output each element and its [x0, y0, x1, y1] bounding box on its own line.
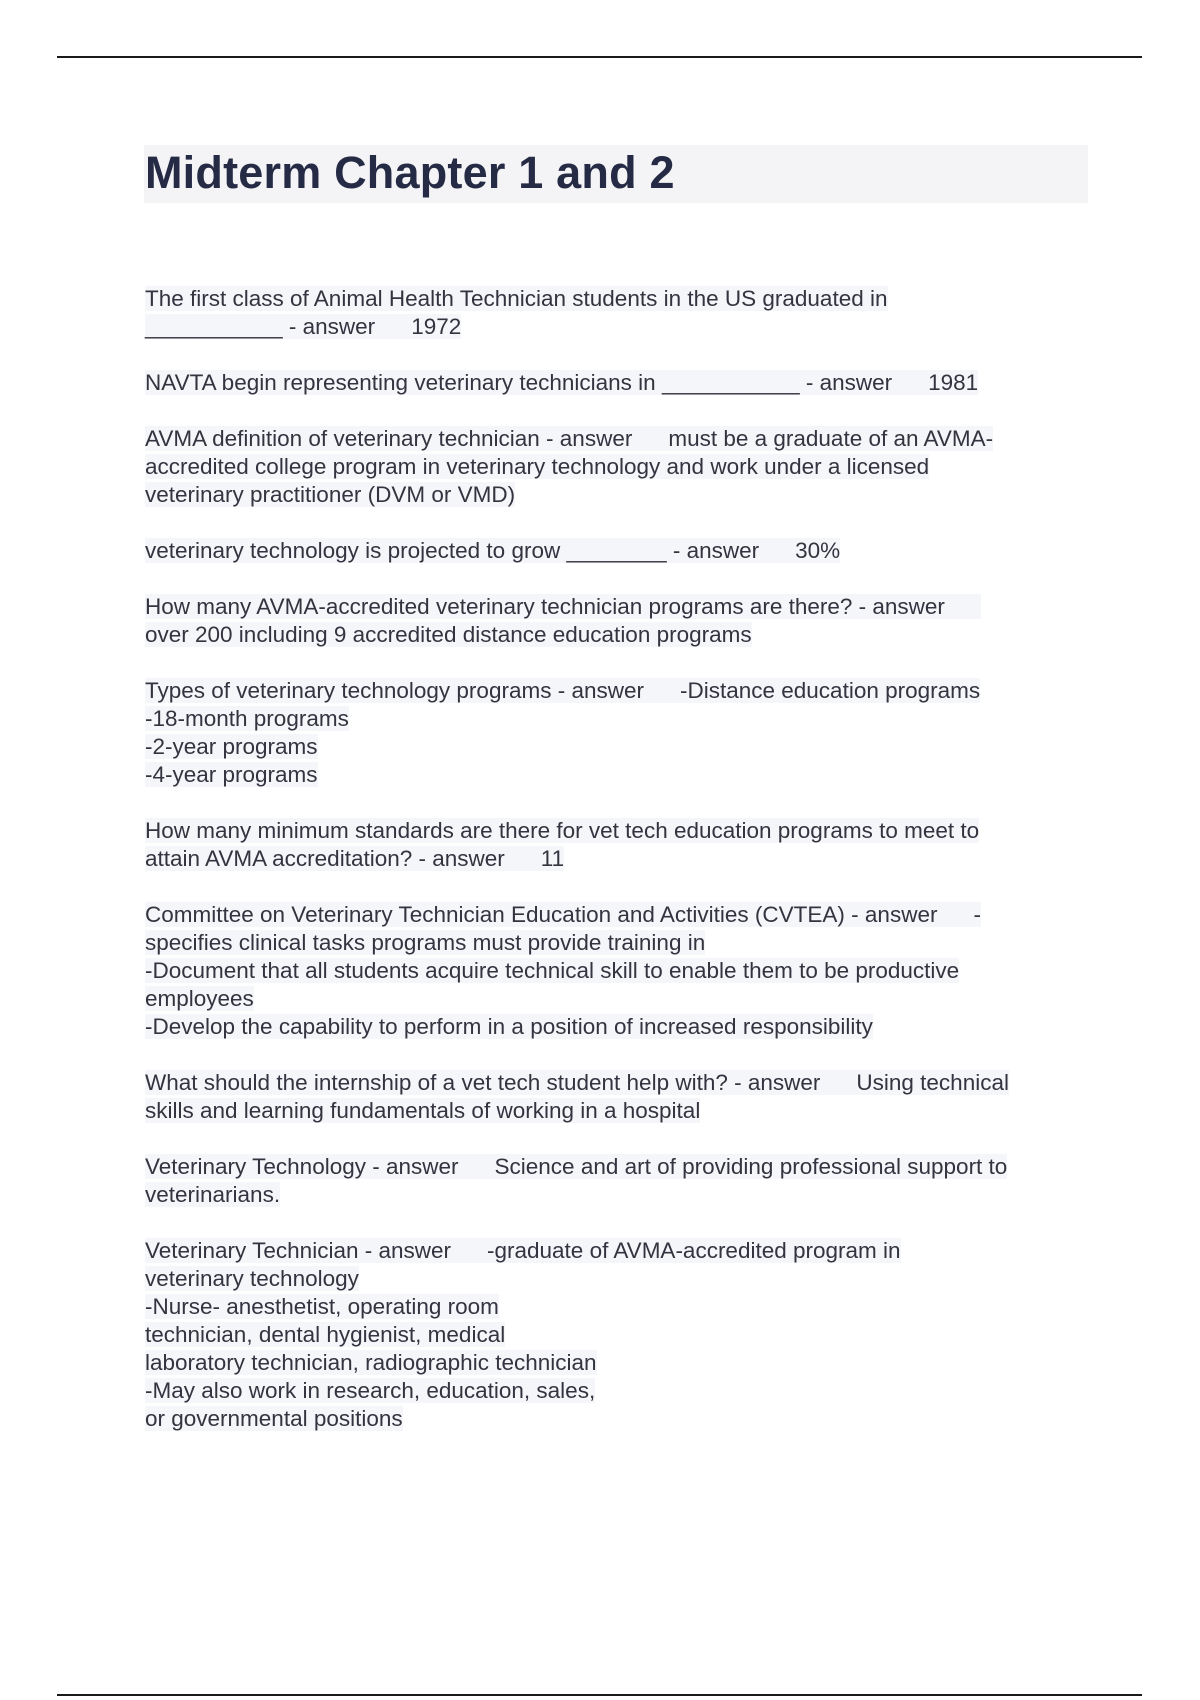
question-text: The first class of Animal Health Technician students in the US graduated in ___________ - answer: [145, 286, 888, 339]
qa-item: [145, 901, 1090, 1041]
question-text: Committee on Veterinary Technician Education and Activities (CVTEA) - answer: [145, 902, 938, 927]
page-title: Midterm Chapter 1 and 2: [145, 147, 675, 198]
question-text: Veterinary Technology - answer: [145, 1154, 459, 1179]
question-text: Veterinary Technician - answer: [145, 1238, 451, 1263]
answer-text: Science and art of providing professional support to veterinarians.: [145, 1154, 1008, 1207]
answer-text: - specifies clinical tasks programs must provide training in -Document that all students acquire technical skill to enable them to be productive employees -Develop the capability to perform in a position of increased responsibility: [145, 902, 981, 1039]
qa-item: [145, 677, 1090, 789]
question-text: How many AVMA-accredited veterinary technician programs are there? - answer: [145, 594, 945, 619]
question-text: AVMA definition of veterinary technician - answer: [145, 426, 633, 451]
qa-item: [145, 1069, 1090, 1125]
answer-text: 1981: [928, 370, 979, 395]
question-text: Types of veterinary technology programs - answer: [145, 678, 644, 703]
qa-item: [145, 285, 1090, 341]
bottom-divider: [57, 1694, 1142, 1696]
question-text: What should the internship of a vet tech student help with? - answer: [145, 1070, 821, 1095]
qa-list: [145, 285, 1090, 1461]
qa-item: [145, 425, 1090, 509]
top-divider: [57, 56, 1142, 58]
answer-text: -graduate of AVMA-accredited program in veterinary technology -Nurse- anesthetist, operating room technician, dental hygienist, medical laboratory technician, radiographic technician -May also work in research, education, sales, or governmental positions: [145, 1238, 901, 1431]
qa-item: [145, 537, 1090, 565]
question-text: veterinary technology is projected to grow ________ - answer: [145, 538, 760, 563]
qa-item: [145, 1237, 1090, 1433]
qa-item: [145, 369, 1090, 397]
answer-text: Using technical skills and learning fundamentals of working in a hospital: [145, 1070, 1009, 1123]
answer-text: over 200 including 9 accredited distance education programs: [145, 622, 752, 647]
question-text: How many minimum standards are there for vet tech education programs to meet to attain AVMA accreditation? - answer: [145, 818, 980, 871]
answer-text: 1972: [411, 314, 462, 339]
qa-item: [145, 817, 1090, 873]
answer-text: -Distance education programs -18-month programs -2-year programs -4-year programs: [145, 678, 981, 787]
answer-text: 11: [540, 846, 565, 871]
answer-text: 30%: [795, 538, 841, 563]
qa-item: [145, 1153, 1090, 1209]
question-text: NAVTA begin representing veterinary technicians in ___________ - answer: [145, 370, 893, 395]
qa-item: [145, 593, 1090, 649]
answer-text: must be a graduate of an AVMA- accredited college program in veterinary technology and work under a licensed veterinary practitioner (DVM or VMD): [145, 426, 994, 507]
